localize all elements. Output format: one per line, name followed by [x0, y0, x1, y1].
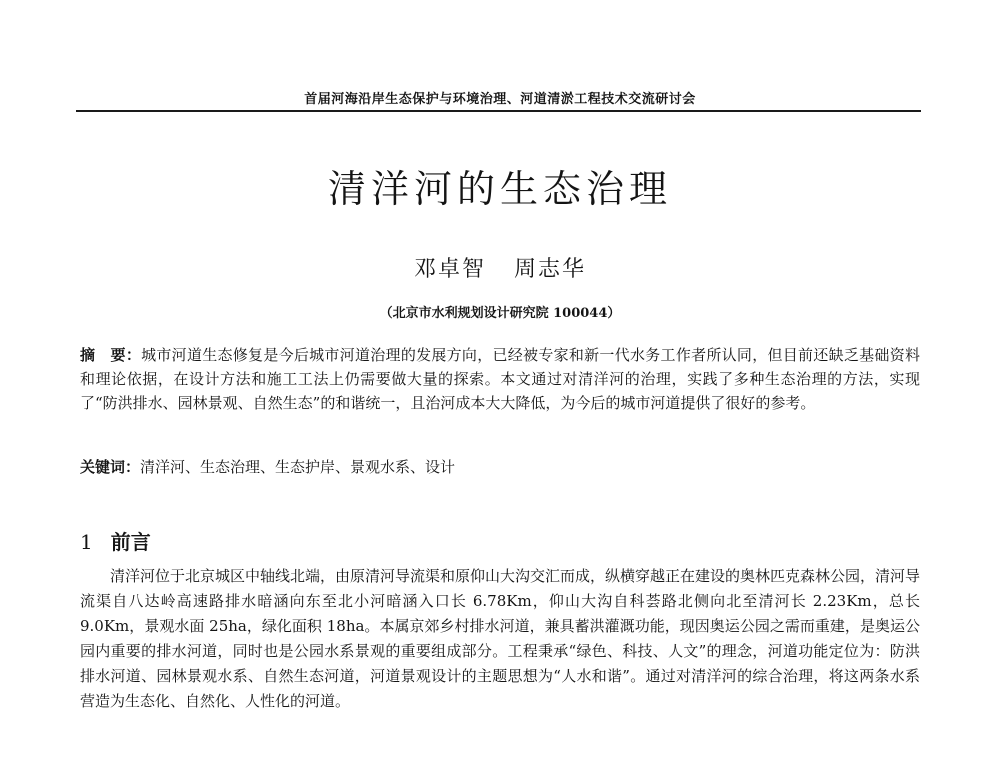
section-number: 1 — [80, 530, 93, 554]
body-paragraph: 清洋河位于北京城区中轴线北端，由原清河导流渠和原仰山大沟交汇而成，纵横穿越正在建设的奥林匹克森林公园，清河导流渠自八达岭高速路排水暗涵向东至北小河暗涵入口长 6.78Km，仰山大沟自科荟路北侧向北至清河长 2.23Km，总长 9.0Km，景观水面 25ha，绿化面积 18ha。本属京郊乡村排水河道，兼具蓄洪灌溉功能，现因奥运公园之需而重建，是奥运公园内重要的排水河道，同时也是公园水系景观的重要组成部分。工程秉承“绿色、科技、人文”的理念，河道功能定位为：防洪排水河道、园林景观水系、自然生态河道，河道景观设计的主题思想为“人水和谐”。通过对清洋河的综合治理，将这两条水系营造为生态化、自然化、人性化的河道。 — [80, 567, 921, 710]
paper-title: 清洋河的生态治理 — [327, 167, 672, 211]
keywords-text: 清洋河、生态治理、生态护岸、景观水系、设计 — [140, 458, 456, 476]
author-name: 周志华 — [514, 257, 587, 282]
abstract-text: 城市河道生态修复是今后城市河道治理的发展方向，已经被专家和新一代水务工作者所认同，但目前还缺乏基础资料和理论依据，在设计方法和施工工法上仍需要做大量的探索。本文通过对清洋河的治理，实践了多种生态治理的方法，实现了“防洪排水、园林景观、自然生态”的和谐统一，且治河成本大大降低，为今后的城市河道提供了很好的参考。 — [80, 346, 920, 412]
section-title: 前言 — [110, 530, 151, 554]
header-rule — [76, 110, 921, 112]
keywords-label: 关键词： — [80, 458, 141, 476]
running-header: 首届河海沿岸生态保护与环境治理、河道清淤工程技术交流研讨会 — [304, 92, 696, 107]
section-heading — [80, 526, 151, 555]
affiliation: （北京市水利规划设计研究院 100044） — [379, 306, 621, 321]
abstract — [80, 343, 920, 415]
author-line — [0, 252, 1000, 283]
keywords — [80, 455, 920, 479]
author-name: 邓卓智 — [413, 257, 486, 282]
abstract-label: 摘 要： — [80, 346, 142, 364]
